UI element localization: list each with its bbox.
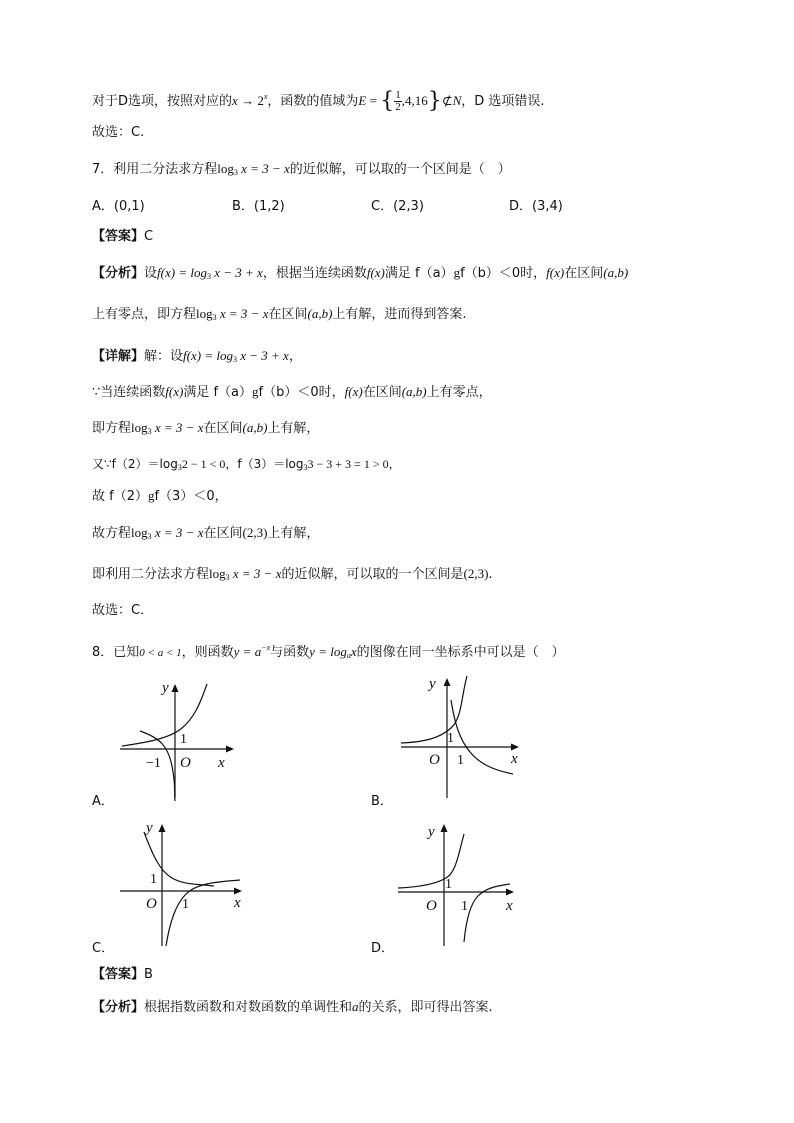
text: 上有零点，	[426, 385, 492, 400]
math: 2	[257, 93, 264, 108]
answer-tag: 【答案】	[92, 967, 145, 982]
math: ∵	[104, 457, 112, 471]
origin-label: O	[426, 898, 437, 914]
math: 3	[177, 463, 182, 472]
prev-choice: 故选：C.	[92, 125, 145, 140]
one-y-label: 1	[447, 731, 454, 746]
math: ,4,16	[401, 93, 428, 108]
text: ，f（3）＝log	[225, 457, 304, 471]
text: 在区间	[268, 307, 308, 322]
text: ，	[288, 349, 302, 364]
text: f（b）＜0时，	[258, 385, 345, 400]
math: f(x)	[165, 384, 184, 399]
math: a	[346, 651, 351, 660]
q7-detail-2	[92, 383, 492, 402]
text: 又	[92, 457, 105, 471]
x-label: x	[234, 895, 241, 911]
y-arrow	[172, 684, 179, 692]
q7-detail-3	[92, 419, 319, 441]
curve-logarithmic	[166, 880, 240, 946]
text: f（2）＝log	[111, 457, 178, 471]
math: x	[350, 644, 357, 659]
math: (a,b)	[401, 384, 427, 399]
math: x = 3 − x	[151, 525, 204, 540]
one-x-label: 1	[461, 899, 468, 914]
denominator: 2	[395, 101, 401, 113]
q7-answer	[92, 228, 153, 246]
y-arrow	[159, 824, 166, 832]
text: ，	[388, 457, 401, 471]
curve-exponential	[398, 834, 464, 888]
q7-analysis-1	[92, 264, 628, 286]
math: 3	[233, 168, 238, 177]
origin-label: O	[429, 752, 440, 768]
math: a	[352, 999, 359, 1014]
origin-label: O	[146, 896, 157, 912]
math: 3	[225, 573, 230, 582]
math: x = 3 − x	[151, 420, 204, 435]
y-label: y	[429, 676, 436, 692]
q7-option-a: A．(0,1)	[92, 199, 145, 214]
math: (a,b)	[603, 265, 629, 280]
text: f（b）＜0时，	[460, 266, 547, 281]
graph-a	[110, 676, 250, 806]
text: 故方程	[92, 526, 132, 541]
right-brace: }	[427, 88, 442, 114]
graph-c-label: C．	[92, 941, 115, 956]
math: 3	[147, 427, 152, 436]
text: 上有解，	[267, 421, 320, 436]
math: log	[131, 420, 148, 435]
curve-logarithmic	[464, 884, 510, 942]
math: f(x)	[344, 384, 363, 399]
math: x	[232, 93, 238, 108]
x-arrow	[506, 889, 514, 896]
math: (2,3)	[463, 566, 489, 581]
q7-option-c: C．(2,3)	[371, 199, 424, 214]
q8-stem	[92, 639, 565, 665]
answer-value: C	[144, 229, 154, 244]
left-brace: {	[380, 88, 395, 114]
graph-c	[118, 816, 258, 948]
answer-tag: 【答案】	[92, 229, 145, 244]
math: g	[453, 265, 461, 280]
text: 与函数	[270, 645, 310, 660]
text: 上有零点，即方程	[92, 307, 197, 322]
text: 即利用二分法求方程	[92, 567, 210, 582]
text: 满足 f（a）	[384, 266, 454, 281]
q7-stem	[92, 160, 511, 182]
text: 上有解，	[267, 526, 320, 541]
math: x − 3 + x	[236, 348, 289, 363]
text: 7．利用二分法求方程	[92, 162, 218, 177]
math: x = 3 − x	[237, 161, 290, 176]
math: f(x)	[366, 265, 385, 280]
text: ，函数的值域为	[267, 94, 359, 109]
math: log	[196, 306, 213, 321]
text: 在区间	[203, 526, 243, 541]
detail-tag: 【详解】	[92, 349, 145, 364]
math: x = 3 − x	[229, 566, 282, 581]
text: 的关系，即可得出答案.	[358, 1000, 493, 1015]
text: 在区间	[203, 421, 243, 436]
q8-answer	[92, 966, 153, 984]
math: →	[237, 93, 258, 108]
y-label: y	[162, 680, 169, 696]
analysis-tag: 【分析】	[92, 266, 145, 281]
q7-detail-4	[92, 455, 401, 477]
text: 8．已知	[92, 645, 140, 660]
y-arrow	[444, 678, 451, 686]
math: log	[209, 566, 226, 581]
x-label: x	[511, 751, 518, 767]
math: (2,3)	[242, 525, 268, 540]
math: log	[131, 525, 148, 540]
text: 的近似解，可以取的一个区间是（ ）	[289, 162, 511, 177]
math: 3	[206, 272, 211, 281]
text: ，D 选项错误.	[461, 94, 545, 109]
math: x	[263, 92, 268, 101]
text: 即方程	[92, 421, 132, 436]
math: ∵	[92, 384, 101, 399]
math: 0 < a < 1	[139, 647, 182, 659]
math: 2 − 1 < 0	[181, 457, 226, 471]
q8-analysis	[92, 998, 493, 1017]
text: D	[118, 94, 129, 109]
x-label: x	[218, 755, 225, 771]
x-label: x	[506, 898, 513, 914]
math: (a,b)	[307, 306, 333, 321]
y-label: y	[146, 820, 153, 836]
q7-detail-1	[92, 347, 302, 369]
text: 对于	[92, 94, 119, 109]
math: ⊄	[441, 93, 453, 108]
numerator: 1	[395, 89, 401, 101]
text: 解：设	[144, 349, 184, 364]
text: 满足 f（a）	[183, 385, 253, 400]
text: .	[488, 567, 493, 582]
math: f(x) = log	[157, 265, 207, 280]
graph-b-label: B．	[371, 794, 393, 809]
y-label: y	[428, 824, 435, 840]
one-x-label: 1	[457, 753, 464, 768]
text: 的近似解，可以取的一个区间是	[281, 567, 464, 582]
text: f（3）＜0，	[154, 489, 228, 504]
x-arrow	[234, 888, 242, 895]
q7-options	[92, 198, 692, 216]
math: y = a	[233, 644, 262, 659]
one-y-label: 1	[150, 872, 157, 887]
math: log	[217, 161, 234, 176]
graph-a-label: A．	[92, 794, 114, 809]
math: f(x) = log	[183, 348, 233, 363]
one-label: 1	[180, 732, 187, 747]
y-arrow	[441, 824, 448, 832]
text: 在区间	[362, 385, 402, 400]
math: g	[147, 488, 155, 503]
one-x-label: 1	[182, 897, 189, 912]
text: ，根据当连续函数	[262, 266, 367, 281]
math: 3	[303, 463, 308, 472]
graph-d	[396, 816, 536, 948]
text: 根据指数函数和对数函数的单调性和	[144, 1000, 353, 1015]
math: f(x)	[546, 265, 565, 280]
text: 在区间	[564, 266, 604, 281]
math: 3	[147, 532, 152, 541]
q7-detail-7	[92, 565, 493, 587]
text: 选项，按照对应的	[128, 94, 233, 109]
math: −x	[261, 643, 271, 652]
q7-choice: 故选：C．	[92, 603, 154, 618]
text: ，则函数	[181, 645, 234, 660]
q7-analysis-2	[92, 305, 467, 327]
origin-label: O	[180, 755, 191, 771]
math: N	[452, 93, 462, 108]
math: g	[252, 384, 259, 399]
neg-one-label: −1	[146, 756, 161, 771]
q7-detail-5	[92, 487, 228, 506]
answer-value: B	[144, 967, 153, 982]
math: (a,b)	[242, 420, 268, 435]
math: x − 3 + x	[210, 265, 263, 280]
q7-detail-6	[92, 524, 319, 546]
x-arrow	[511, 744, 519, 751]
graph-b	[395, 670, 535, 800]
one-y-label: 1	[445, 877, 452, 892]
x-arrow	[226, 746, 234, 753]
text: 的图像在同一坐标系中可以是（ ）	[356, 645, 565, 660]
d-option-analysis	[92, 88, 545, 113]
graph-d-label: D．	[371, 941, 395, 956]
text: 故 f（2）	[92, 489, 148, 504]
math: 3	[212, 313, 217, 322]
text: 当连续函数	[100, 385, 166, 400]
math: E	[358, 93, 367, 108]
text: 上有解，进而得到答案.	[332, 307, 467, 322]
text: 设	[144, 266, 158, 281]
math: x = 3 − x	[216, 306, 269, 321]
math: =	[366, 93, 381, 108]
analysis-tag: 【分析】	[92, 1000, 145, 1015]
q7-option-b: B．(1,2)	[232, 199, 285, 214]
fraction	[394, 90, 402, 113]
math: y = log	[309, 644, 347, 659]
math: 3	[232, 355, 237, 364]
q7-option-d: D．(3,4)	[509, 199, 563, 214]
math: 3 − 3 + 3 = 1 > 0	[307, 457, 389, 471]
